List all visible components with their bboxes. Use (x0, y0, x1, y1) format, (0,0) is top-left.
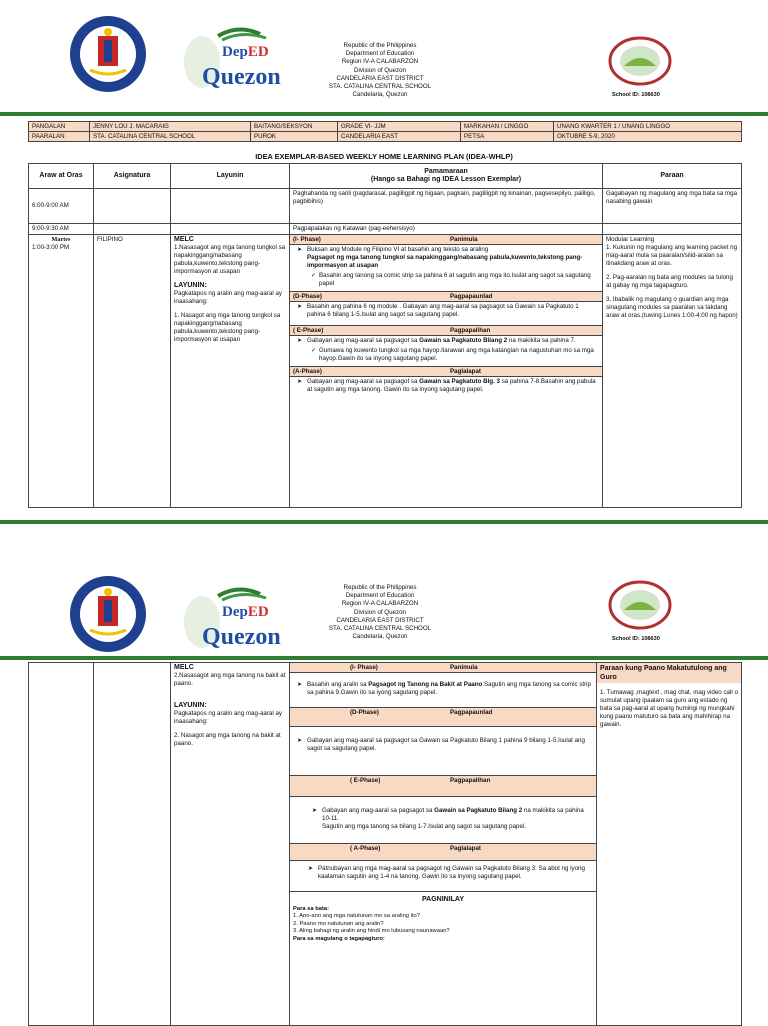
para-bata-label: Para sa bata: (293, 906, 330, 912)
plan-table (28, 163, 742, 508)
instruction-item (316, 807, 593, 831)
paraan-text: 1. Tumawag ,magtext , mag chat, mag video call o sumulat upang ipaalam sa guro ang estado ng bata sa pag-aaral at upang humingi ng mungkahi kung paano matuturo sa bata ang mahihirap na gawain. (600, 689, 738, 728)
letterhead (0, 560, 768, 670)
paraan-cell (597, 663, 742, 1026)
header-line: Republic of the Philippines (343, 42, 417, 49)
instruction-item: ➤ Basahin ang pahina 6 ng module . Gabayan ang mag-aaral sa pagsagot sa Gawain sa Pagkatuto 1 pahina 6 bilang 1-5.Isulat ang sagot sa sagutang papel. (301, 303, 599, 319)
empty-cell (94, 224, 171, 235)
day-label: Martes (51, 236, 71, 243)
info-cell: OKTUBRE 5-9, 2020 (554, 132, 742, 142)
plan-table-continued (28, 662, 742, 1026)
layunin-heading: LAYUNIN: (174, 702, 207, 709)
activity-title: Gawain sa Pagkatuto Bilang 2 (434, 807, 523, 814)
instruction-item: ➤ Patnubayan ang mga mag-aaral sa pagsagot ng Gawain sa Pagkatuto Bilang 3: Sa abot ng iyong kaalaman sagutin ang 1-4 na tanong. Gawin ito sa inyong sagutang papel. (312, 865, 593, 881)
instruction-item (301, 246, 599, 270)
header-line: Division of Quezon (354, 608, 406, 616)
info-cell: STA. CATALINA CENTRAL SCHOOL (90, 132, 251, 142)
plan-title: IDEA EXEMPLAR-BASED WEEKLY HOME LEARNING PLAN (IDEA-WHLP) (255, 152, 513, 161)
text: Gabayan ang mag-aaral sa pagsagot sa (307, 337, 418, 344)
melc-heading: MELC (174, 236, 194, 243)
phase-label: (D-Phase) (293, 293, 322, 300)
info-row (29, 132, 742, 142)
layunin-text: Pagkatapos ng aralin ang mag-aaral ay inaasahang: (174, 290, 283, 305)
text: na makikita sa pahina 7. (508, 337, 576, 344)
e-phase-body (290, 797, 596, 844)
school-header-text (290, 42, 470, 99)
header-line: STA. CATALINA CENTRAL SCHOOL (328, 625, 432, 633)
paraan-title: Paraan kung Paano Makatutulong ang Guro (597, 663, 741, 683)
info-cell: GRADE VI- JJM (338, 122, 461, 132)
paraan-mode: Modular Learning (606, 236, 655, 243)
check-item: ✓ Gumawa ng kuwento tungkol sa mga hayop.Ilarawan ang mga katangian na nagustuhan mo sa mga hayop.Gawin ito sa inyong sagutang papel. (311, 347, 599, 363)
info-table (28, 121, 742, 142)
info-cell: CANDELARIA EAST (338, 132, 461, 142)
layunin-heading: LAYUNIN: (174, 282, 207, 289)
school-seal-logo (608, 580, 672, 630)
layunin-cell (171, 663, 290, 1026)
text: Buksan ang Module ng Filipino VI at basahin ang teksto sa araling (307, 246, 489, 253)
activity-cell: Paghahanda ng sarili (pagdarasal, pagliligpit ng higaan, pagkain, pagliligpit ng kinainan, pagsesepilyo, paliligo, pagbibihis) (290, 189, 603, 224)
header-line: Region IV-A CALABARZON (341, 58, 419, 66)
paraan-cell: Gagabayan ng magulang ang mga bata sa mga nasabing gawain (603, 189, 742, 224)
phase-label: ( E-Phase) (350, 777, 381, 784)
d-phase-body (290, 727, 596, 776)
svg-text:Quezon: Quezon (202, 64, 281, 90)
activity-title: Gawain sa Pagkatuto Blg. 3 (419, 378, 500, 385)
layunin-cell (171, 235, 290, 508)
pamamaraan-cell (290, 663, 597, 1026)
info-cell: MARKAHAN / LINGGO (461, 122, 554, 132)
page-2 (0, 560, 768, 1024)
phase-label: (I- Phase) (350, 664, 378, 671)
text: Gabayan ang mag-aaral sa pagsagot sa (307, 378, 418, 385)
deped-seal-logo (68, 14, 148, 94)
check-item: ✓ Basahin ang tanong sa comic strip sa pahina 6 at sagutin ang mga ito.Isulat ang sagot sa sagutang papel (311, 272, 599, 288)
info-cell: PANGALAN (29, 122, 90, 132)
school-id: School ID: 108630 (612, 92, 660, 98)
paraan-step: 2. Pag-aaralan ng bata ang modules sa tulong at gabay ng mga tagapagturo. (606, 274, 733, 289)
info-cell: PAARALAN (29, 132, 90, 142)
text: Basahin ang aralin sa (307, 681, 367, 688)
svg-text:DepED: DepED (222, 44, 269, 60)
empty-cell (29, 663, 94, 1026)
i-phase-header (290, 663, 596, 673)
activity-title: Gawain sa Pagkatuto Bilang 2 (419, 337, 508, 344)
plan-row (29, 235, 742, 508)
col-pamamaraan-sub: (Hango sa Bahagi ng IDEA Lesson Exemplar) (370, 176, 522, 183)
phase-name: Pagpapaunlad (450, 709, 493, 716)
deped-quezon-logo (178, 584, 281, 654)
d-phase-header (290, 292, 602, 302)
phase-name: Panimula (450, 664, 478, 671)
phase-label: (D-Phase) (350, 709, 379, 716)
empty-cell (171, 189, 290, 224)
school-seal-logo (608, 36, 672, 86)
header-line: CANDELARIA EAST DISTRICT (336, 74, 424, 82)
d-phase-body (290, 302, 602, 326)
deped-quezon-logo (178, 24, 281, 94)
phase-name: Paglalapat (450, 368, 481, 375)
col-paraan: Paraan (603, 164, 742, 189)
phase-label: ( E-Phase) (293, 327, 324, 334)
lesson-title: Pagsagot ng Tanong na Bakit at Paano (368, 681, 483, 688)
empty-cell (94, 663, 171, 1026)
pagninilay-body (290, 906, 596, 943)
e-phase-header (290, 776, 596, 797)
a-phase-body (290, 377, 602, 395)
col-asignatura: Asignatura (94, 164, 171, 189)
layunin-item: 1. Nasagot ang mga tanong tungkol sa napakinggang/nabasang pabula,kuwento,tekstong pang-impormasyon at usapan (174, 312, 281, 343)
letterhead (0, 0, 768, 110)
col-araw-oras: Araw at Oras (29, 164, 94, 189)
activity-cell: Pagpapalakas ng Katawan (pag-eehersisyo) (290, 224, 603, 235)
instruction-item (301, 681, 593, 697)
a-phase-body (290, 861, 596, 892)
subject-cell: FILIPINO (94, 235, 171, 508)
pamamaraan-cell (290, 235, 603, 508)
plan-header-row (29, 164, 742, 189)
header-line: STA. CATALINA CENTRAL SCHOOL (328, 83, 432, 91)
school-header-text (290, 584, 470, 641)
header-line: Candelaria, Quezon (352, 633, 408, 641)
reflection-question: 1. Ano-ano ang mga natutunan mo sa araling ito? (293, 913, 420, 920)
deped-seal-logo (68, 574, 148, 654)
svg-text:Quezon: Quezon (202, 624, 281, 650)
phase-name: Paglalapat (450, 845, 481, 852)
time-cell: 9:00-9:30 AM (29, 224, 94, 235)
header-line: Department of Education (345, 592, 415, 600)
info-cell: PETSA (461, 132, 554, 142)
e-phase-header (290, 326, 602, 336)
svg-text:DepED: DepED (222, 604, 269, 620)
info-row (29, 122, 742, 132)
i-phase-body (290, 673, 596, 708)
plan-row (29, 189, 742, 224)
paraan-step: 3. Ibabalik ng magulang o guardian ang mga sinagutang modules sa paaralan sa takdang araw at oras.(tuwing Lunes 1:00-4:00 ng hapon) (606, 296, 738, 319)
page-divider (0, 520, 768, 524)
lesson-title: Pagsagot ng mga tanong tungkol sa napakinggang/nabasang pabula,kuwento,tekstong pang-impormasyon at usapan (307, 254, 583, 269)
time-label: 1:00-3:00 PM (32, 244, 70, 251)
header-divider (0, 656, 768, 660)
header-line: Division of Quezon (354, 66, 406, 74)
header-line: Candelaria, Quezon (352, 91, 408, 99)
col-layunin: Layunin (171, 164, 290, 189)
i-phase-body (290, 245, 602, 292)
header-line: Region IV-A CALABARZON (341, 600, 419, 608)
phase-name: Pagpapalihan (450, 777, 491, 784)
text: na makikita sa pahina 10-11. (322, 807, 584, 822)
empty-cell (603, 224, 742, 235)
empty-cell (171, 224, 290, 235)
phase-name: Pagpapaunlad (450, 293, 493, 300)
i-phase-header (290, 235, 602, 245)
school-id: School ID: 108630 (612, 636, 660, 642)
info-cell: UNANG KWARTER 1 / UNANG LINGGO (554, 122, 742, 132)
instruction-item (301, 337, 599, 345)
reflection-question: 3. Aling bahagi ng aralin ang hindi mo lubusang naunawaan? (293, 928, 450, 935)
reflection-question: 2. Paano mo natutunan ang aralin? (293, 920, 384, 927)
phase-name: Pagpapalihan (450, 327, 491, 334)
phase-label: (A-Phase) (293, 368, 322, 375)
layunin-item: 2. Nasagot ang mga tanong na bakit at paano. (174, 732, 281, 747)
a-phase-header (290, 367, 602, 377)
info-cell: JENNY LOU J. MACARAIG (90, 122, 251, 132)
empty-cell (94, 189, 171, 224)
plan-row (29, 663, 742, 1026)
header-divider (0, 112, 768, 116)
day-time-cell (29, 235, 94, 508)
pagninilay-heading: PAGNINILAY (421, 896, 464, 903)
melc-heading: MELC (174, 664, 194, 671)
info-cell: BAITANG/SEKSYON (251, 122, 338, 132)
paraan-step: 1. Kukunin ng magulang ang learning packet ng mag-aaral mula sa paaralan/silid-aralan sa itinakdang araw at oras. (606, 244, 738, 267)
phase-label: ( A-Phase) (350, 845, 381, 852)
melc-text: 1.Nasasagot ang mga tanong tungkol sa napakinggang/nabasang pabula,kuwento,tekstong pang-impormasyon at usapan (174, 244, 286, 275)
header-line: Department of Education (345, 50, 415, 58)
text: sa pahina 7-8.Basahin ang pabula at sagutin ang mga tanong. Gawin ito sa inyong sagutang papel. (307, 378, 596, 393)
instruction-item (301, 378, 599, 394)
text: Gabayan ang mag-aaral sa pagsagot sa (322, 807, 433, 814)
instruction-item: ➤ Gabayan ang mag-aaral sa pagsagot sa Gawain sa Pagkatuto Bilang 1 pahina 9 bilang 1-5.Isulat ang sagot sa sagutang papel. (301, 737, 593, 753)
time-cell: 6:00-9:00 AM (29, 189, 94, 224)
col-pamamaraan-title: Pamamaraan (424, 168, 468, 175)
paraan-cell (603, 235, 742, 508)
col-pamamaraan (290, 164, 603, 189)
phase-name: Panimula (450, 236, 478, 243)
header-line: CANDELARIA EAST DISTRICT (336, 616, 424, 624)
layunin-text: Pagkatapos ng aralin ang mag-aaral ay inaasahang: (174, 710, 283, 725)
phase-label: (I- Phase) (293, 236, 321, 243)
d-phase-header (290, 708, 596, 727)
para-magulang-label: Para sa magulang o tagapagturo: (293, 935, 385, 942)
text: .Sagutin ang mga tanong sa comic strip sa pahina 9.Gawin ito sa iyong sagutang papel. (307, 681, 591, 696)
melc-text: 2.Nasasagot ang mga tanong na bakit at paano. (174, 672, 286, 687)
a-phase-header (290, 844, 596, 861)
text: Sagutin ang mga tanong sa bilang 1-7.Isulat ang sagot sa sagutang papel. (322, 823, 526, 830)
plan-row (29, 224, 742, 235)
e-phase-body (290, 336, 602, 367)
info-cell: PUROK (251, 132, 338, 142)
header-line: Republic of the Philippines (343, 584, 417, 591)
